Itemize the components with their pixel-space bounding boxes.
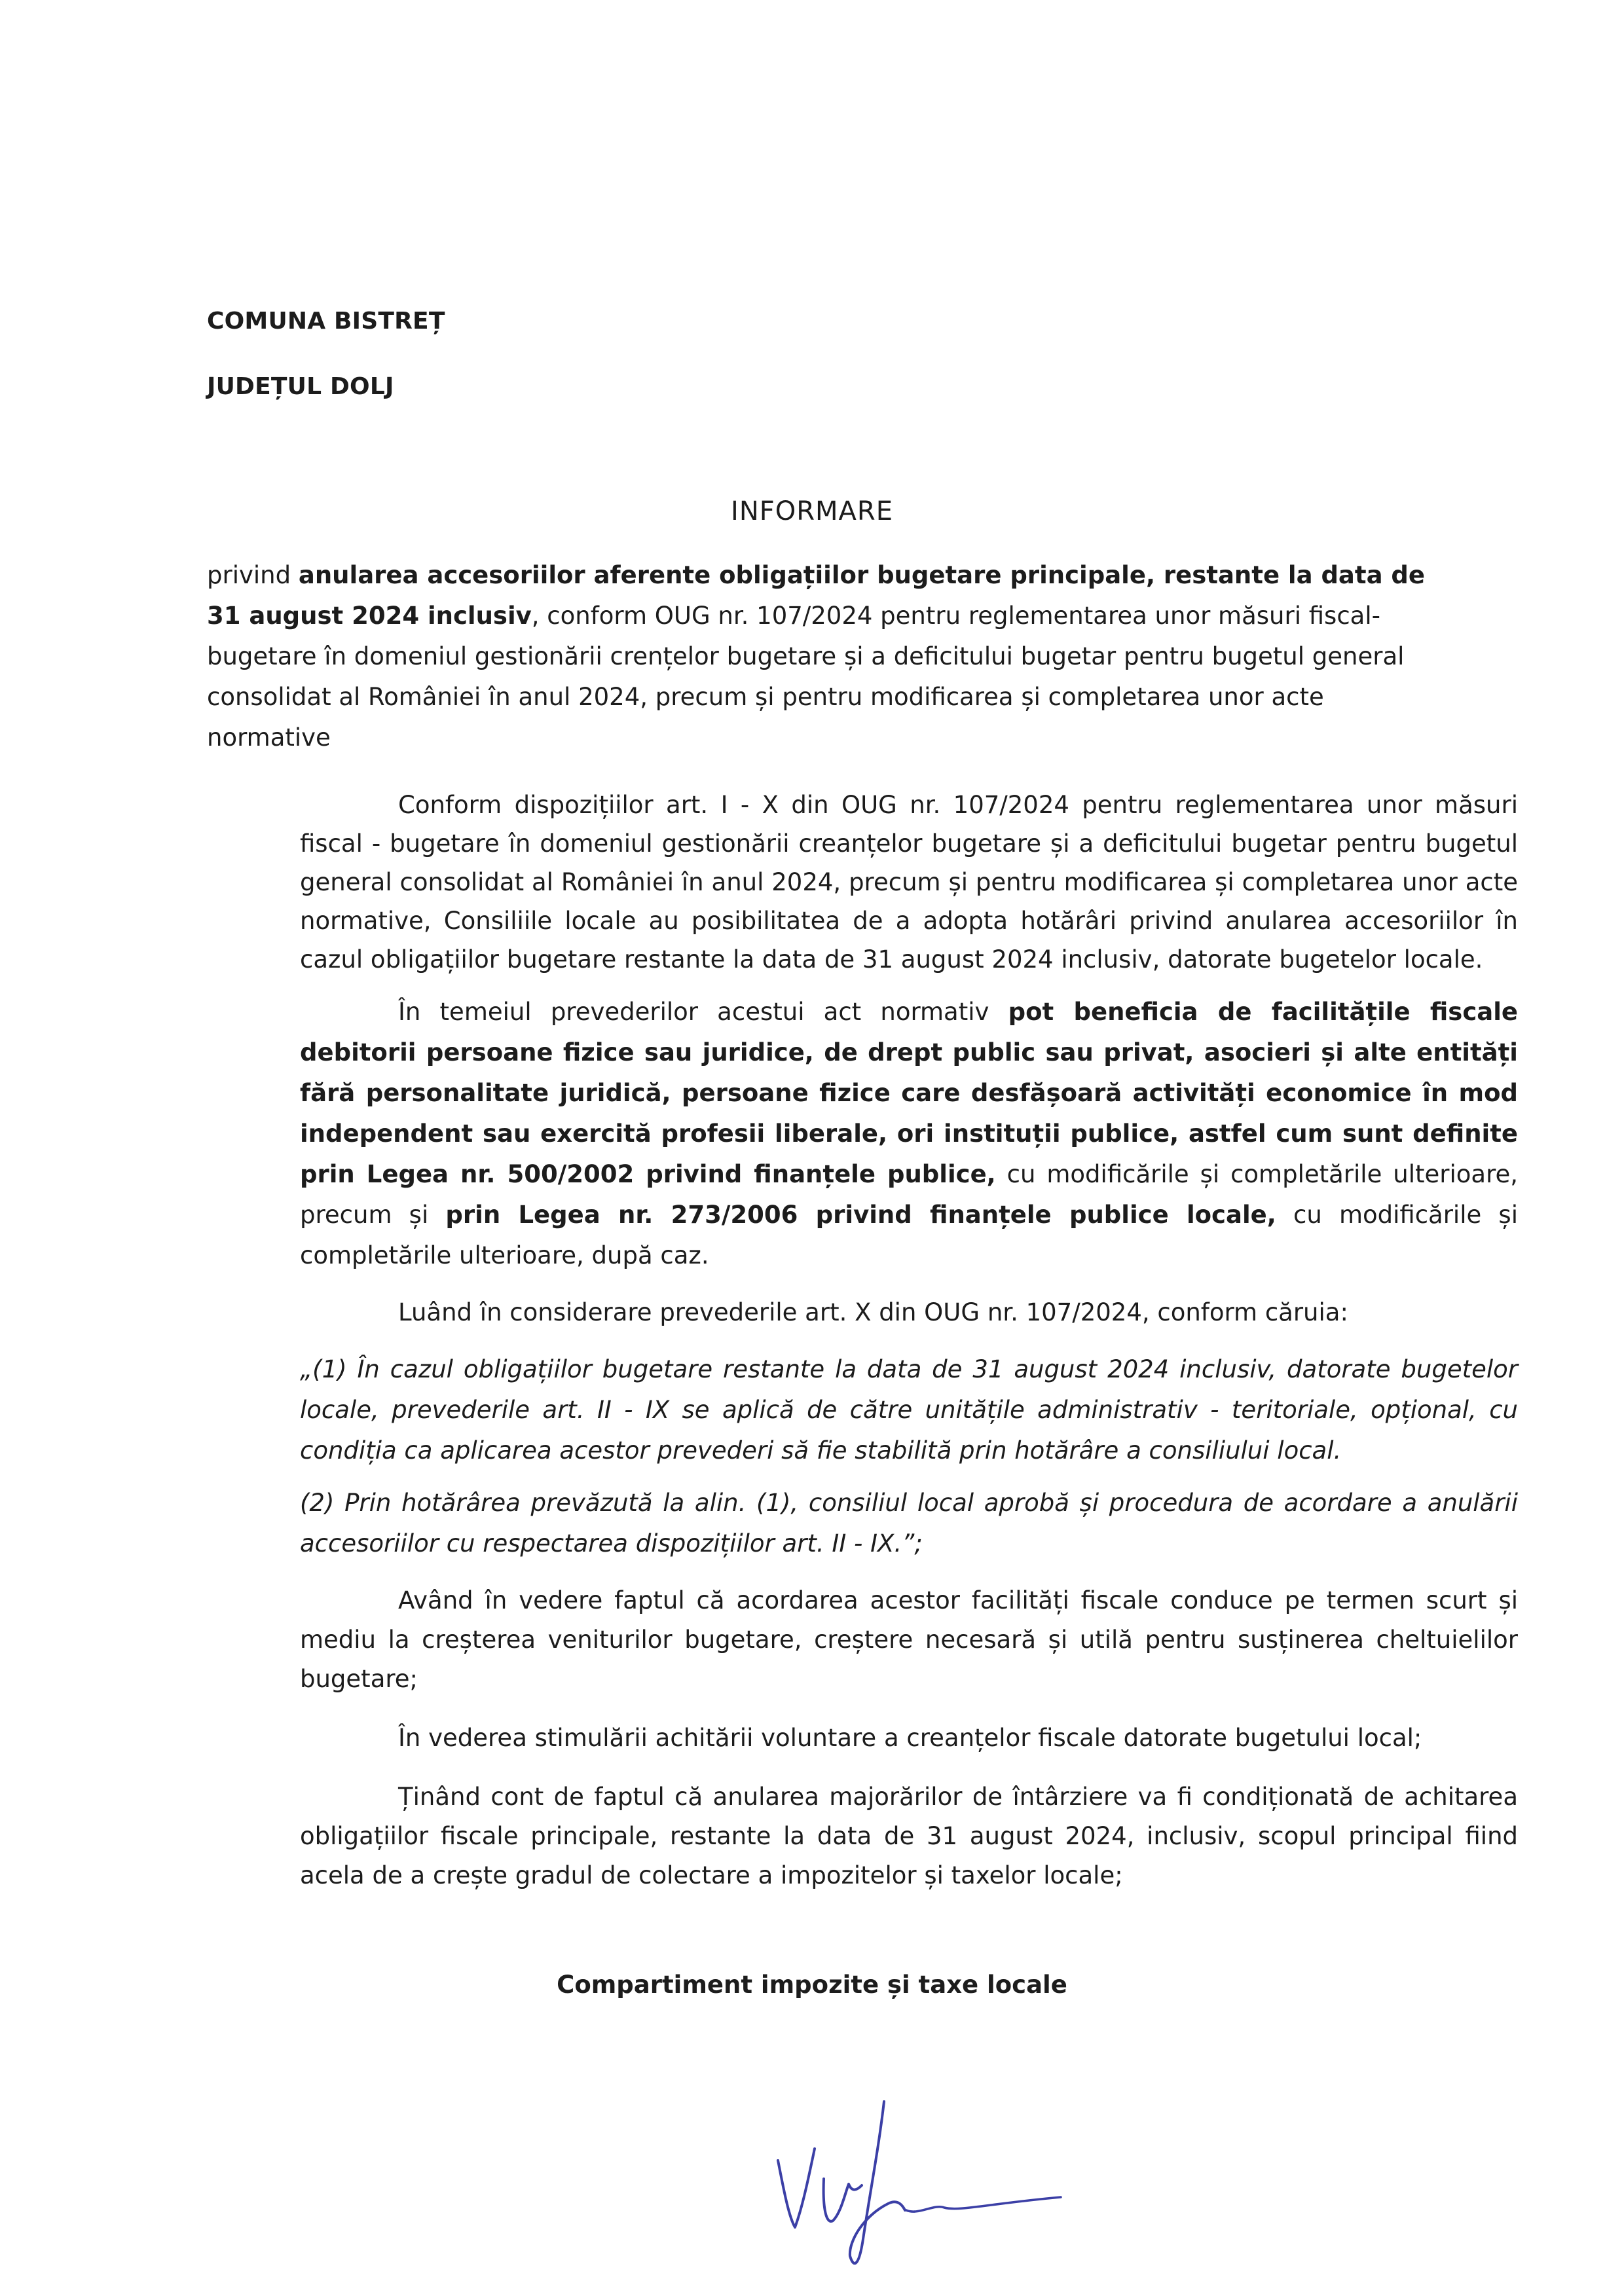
document-title: INFORMARE <box>731 496 893 526</box>
p2-text-c: cu modificările și completările ulterioare, precum și <box>300 1160 1518 1229</box>
paragraph-considering: Luând în considerare prevederile art. X din OUG nr. 107/2024, conform căruia: <box>398 1298 1348 1326</box>
intro-rest: , conform OUG nr. 107/2024 pentru reglementarea unor măsuri fiscal- bugetare în domeniul gestionării crențelor bugetare și a deficitului bugetar pentru bugetul general consolidat al României în anul 2024, precum și pentru modificarea și completarea unor acte normative <box>207 602 1405 752</box>
paragraph-purpose: Ținând cont de faptul că anularea majorărilor de întârziere va fi condiționată de achitarea obligațiilor fiscale principale, restante la data de 31 august 2024, inclusiv, scopul principal fiind acela de a crește gradul de colectare a impozitelor și taxelor locale; <box>300 1783 1518 1889</box>
quote-paragraph-1: „(1) În cazul obligațiilor bugetare restante la data de 31 august 2024 inclusiv, datorate bugetelor locale, prevederile art. II - IX se aplică de către unitățile administrativ - teritoriale, opțional, cu condiția ca aplicarea acestor prevederi să fie stabilită prin hotărâre a consiliului local. <box>300 1355 1518 1465</box>
paragraph-revenue: Având în vedere faptul că acordarea acestor facilități fiscale conduce pe termen scurt și mediu la creșterea veniturilor bugetare, creștere necesară și utilă pentru susținerea cheltuielilor bugetare; <box>300 1586 1518 1693</box>
handwritten-signature <box>773 2075 1087 2272</box>
paragraph-beneficiaries <box>300 992 1518 1276</box>
issuer-commune: COMUNA BISTREȚ <box>207 308 445 335</box>
document-body <box>300 786 1518 1895</box>
issuer-county: JUDEȚUL DOLJ <box>207 373 394 400</box>
intro-bold-subject: anularea accesoriilor aferente obligațiilor bugetare principale, restante la data de 31 august 2024 inclusiv <box>207 561 1426 630</box>
paragraph-legal-basis: Conform dispozițiilor art. I - X din OUG nr. 107/2024 pentru reglementarea unor măsuri fiscal - bugetare în domeniul gestionării creanțelor bugetare și a deficitului bugetar pentru bugetul general consolidat al României în anul 2024, precum și pentru modificarea și completarea unor acte normative, Consiliile locale au posibilitatea de a adopta hotărâri privind anularea accesoriilor în cazul obligațiilor bugetare restante la data de 31 august 2024 inclusiv, datorate bugetelor locale. <box>300 791 1518 974</box>
p2-text-a: În temeiul prevederilor acestui act normativ <box>398 998 1008 1026</box>
signatory-department: Compartiment impozite și taxe locale <box>557 1971 1067 1999</box>
p2-bold-d: prin Legea nr. 273/2006 privind finanțele publice locale, <box>445 1201 1276 1229</box>
subject-intro <box>207 555 1451 758</box>
quote-paragraph-2: (2) Prin hotărârea prevăzută la alin. (1), consiliul local aprobă și procedura de acordare a anulării accesoriilor cu respectarea dispozițiilor art. II - IX.”; <box>300 1489 1518 1558</box>
p2-bold-b: pot beneficia de facilitățile fiscale debitorii persoane fizice sau juridice, de drept public sau privat, asocieri și alte entități fără personalitate juridică, persoane fizice care desfășoară activități economice în mod independent sau exercită profesii liberale, ori instituții publice, astfel cum sunt definite prin Legea nr. 500/2002 privind finanțele publice, <box>300 998 1518 1188</box>
intro-lead: privind <box>207 561 299 589</box>
p2-text-e: cu modificările și completările ulterioare, după caz. <box>300 1201 1518 1269</box>
paragraph-stimulation: În vederea stimulării achitării voluntare a creanțelor fiscale datorate bugetului local; <box>398 1724 1422 1752</box>
